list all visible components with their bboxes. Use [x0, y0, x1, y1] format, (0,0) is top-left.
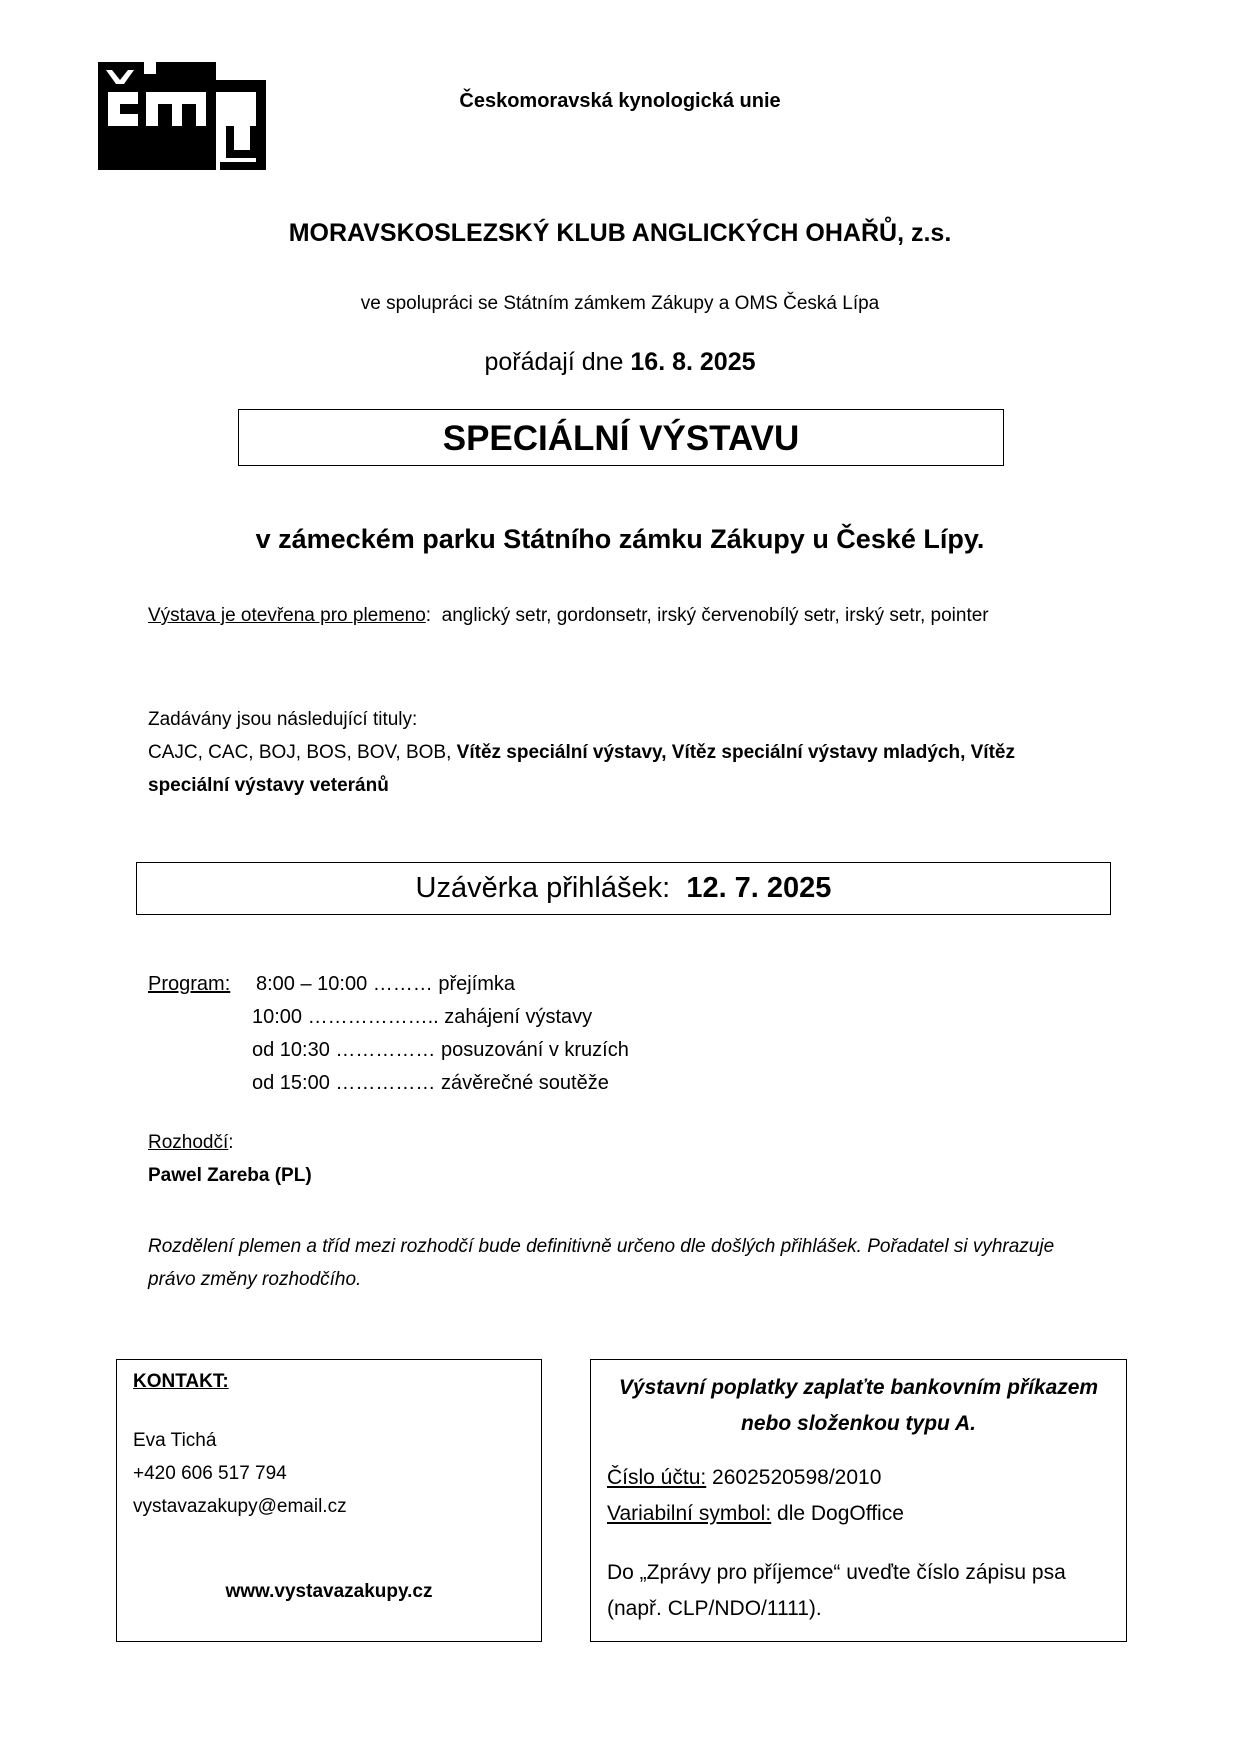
deadline-line: [137, 863, 1110, 914]
payment-message-note: Do „Zprávy pro příjemce“ uveďte číslo zápisu psa (např. CLP/NDO/1111).: [607, 1561, 1066, 1620]
club-name: MORAVSKOSLEZSKÝ KLUB ANGLICKÝCH OHAŘŮ, z.s.: [288, 219, 952, 247]
breeds-label: Výstava je otevřena pro plemeno: [148, 605, 426, 626]
titles-regular: CAJC, CAC, BOJ, BOS, BOV, BOB,: [148, 742, 457, 763]
fees-heading: Výstavní poplatky zaplaťte bankovním příkazem nebo složenkou typu A.: [618, 1376, 1099, 1435]
judge-name: Pawel Zareba (PL): [148, 1165, 312, 1186]
account-label: Číslo účtu:: [607, 1466, 707, 1489]
judge-colon: :: [228, 1132, 234, 1153]
program-item: od 15:00 …………… závěrečné soutěže: [252, 1072, 609, 1094]
breeds-list: anglický setr, gordonsetr, irský červenobílý setr, irský setr, pointer: [441, 605, 989, 626]
breeds-line: [148, 605, 989, 627]
event-date-prefix: pořádají dne: [484, 348, 631, 376]
program-item: 10:00 ……………….. zahájení výstavy: [252, 1006, 593, 1028]
event-date-line: [0, 348, 1240, 377]
deadline-box: [136, 862, 1111, 915]
titles-block: [148, 703, 1088, 802]
cooperation-text: ve spolupráci se Státním zámkem Zákupy a OMS Česká Lípa: [360, 293, 880, 314]
fees-box: [590, 1359, 1127, 1642]
venue-text: v zámeckém parku Státního zámku Zákupy u České Lípy.: [255, 524, 985, 554]
contact-email[interactable]: vystavazakupy@email.cz: [133, 1496, 347, 1517]
breeds-colon: :: [425, 605, 432, 626]
titles-list: [148, 736, 1088, 802]
contact-phone: +420 606 517 794: [133, 1463, 287, 1484]
account-line: [607, 1460, 904, 1496]
variable-symbol-line: [607, 1496, 904, 1532]
contact-name: Eva Tichá: [133, 1430, 217, 1451]
account-value: 2602520598/2010: [706, 1466, 882, 1489]
program-item: 8:00 – 10:00 ……… přejímka: [256, 973, 516, 995]
organization-name: Českomoravská kynologická unie: [459, 90, 781, 112]
titles-bold: Vítěz speciální výstavy, Vítěz speciální výstavy mladých, Vítěz speciální výstavy veteránů: [148, 742, 1015, 796]
deadline-date: 12. 7. 2025: [686, 872, 832, 904]
event-date: 16. 8. 2025: [630, 348, 756, 376]
title-box: [238, 409, 1004, 466]
deadline-label: Uzávěrka přihlášek:: [415, 872, 671, 904]
titles-intro: Zadávány jsou následující tituly:: [148, 709, 418, 730]
contact-box: [116, 1359, 542, 1642]
contact-heading: KONTAKT:: [133, 1371, 229, 1392]
fees-payment-details: [607, 1460, 904, 1532]
contact-details: [133, 1424, 347, 1523]
show-title: SPECIÁLNÍ VÝSTAVU: [442, 419, 800, 458]
variable-symbol-label: Variabilní symbol:: [607, 1502, 772, 1525]
cmku-logo-icon: [98, 62, 266, 170]
judge-label-line: [148, 1132, 234, 1154]
contact-website-link[interactable]: www.vystavazakupy.cz: [225, 1581, 433, 1602]
judge-label: Rozhodčí: [148, 1132, 229, 1153]
program-item: od 10:30 …………… posuzování v kruzích: [252, 1039, 629, 1061]
judge-assignment-note: Rozdělení plemen a tříd mezi rozhodčí bude definitivně určeno dle došlých přihlášek. Pořadatel si vyhrazuje právo změny rozhodčího.: [148, 1236, 1055, 1290]
variable-symbol-value: dle DogOffice: [771, 1502, 904, 1525]
program-label: Program:: [148, 973, 231, 995]
